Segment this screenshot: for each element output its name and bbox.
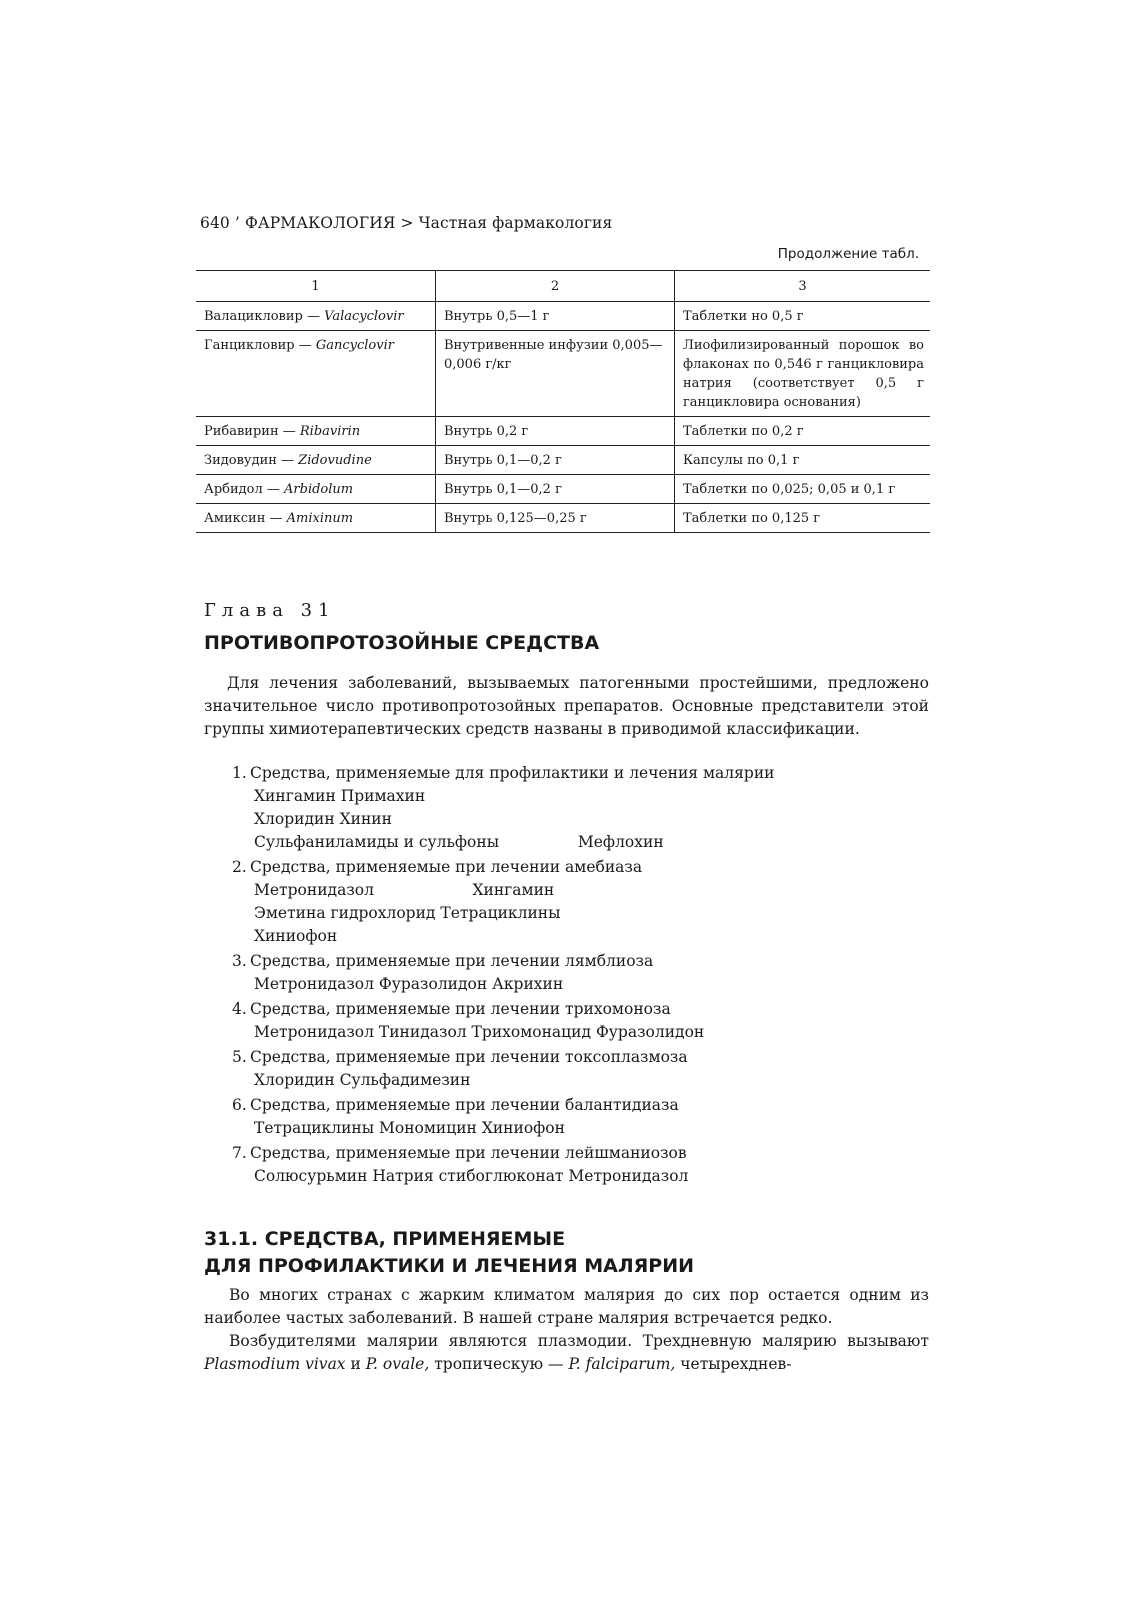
running-head: 640 ’ ФАРМАКОЛОГИЯ > Частная фармакология — [200, 214, 613, 232]
drug-latin-name: Valacyclovir — [324, 309, 404, 324]
chapter-label: Глава 31 — [204, 600, 336, 621]
chapter-intro-paragraph: Для лечения заболеваний, вызываемых патогенными простейшими, предложено значительное число противопротозойных препаратов. Основные представители этой группы химиотерапевтических средств названы в приводимой классификации. — [204, 674, 929, 738]
table-header-row — [196, 271, 930, 302]
form-cell: Таблетки но 0,5 г — [675, 302, 931, 331]
drug-list-line: Метронидазол Фуразолидон Акрихин — [254, 975, 564, 993]
classification-item — [232, 998, 932, 1044]
classification-item — [232, 1046, 932, 1092]
form-cell: Капсулы по 0,1 г — [675, 446, 931, 475]
drug-latin-name: Ribavirin — [299, 424, 361, 439]
table-row — [196, 417, 930, 446]
form-cell: Лиофилизированный порошок во флаконах по 0,546 г ганцикловира натрия (соответствует 0,5 г ганцикловира основания) — [675, 331, 931, 417]
table-row — [196, 331, 930, 417]
drug-name-cell — [196, 475, 436, 504]
classification-item — [232, 762, 932, 854]
drug-list-line: Эметина гидрохлорид Тетрациклины — [254, 904, 561, 922]
classification-item — [232, 1094, 932, 1140]
item-title: Средства, применяемые при лечении лямблиоза — [250, 952, 654, 970]
form-cell: Таблетки по 0,2 г — [675, 417, 931, 446]
latin-term: Plasmodium vivax — [204, 1355, 346, 1373]
body-paragraph: Во многих странах с жарким климатом малярия до сих пор остается одним из наиболее частых заболеваний. В нашей стране малярия встречается редко. — [204, 1286, 929, 1327]
classification-item — [232, 1142, 932, 1188]
section-title — [204, 1226, 694, 1280]
table-row — [196, 446, 930, 475]
drug-name: Валацикловир — — [204, 309, 325, 324]
drug-name: Ганцикловир — — [204, 338, 316, 353]
section-title-line: ДЛЯ ПРОФИЛАКТИКИ И ЛЕЧЕНИЯ МАЛЯРИИ — [204, 1255, 695, 1277]
table-row — [196, 504, 930, 533]
chapter-title: ПРОТИВОПРОТОЗОЙНЫЕ СРЕДСТВА — [204, 632, 600, 654]
dose-cell: Внутрь 0,5—1 г — [436, 302, 675, 331]
drug-list-line: Метронидазол Тинидазол Трихомонацид Фуразолидон — [254, 1023, 705, 1041]
item-number: 6. — [232, 1096, 247, 1114]
item-number: 4. — [232, 1000, 247, 1018]
table-continued-label: Продолжение табл. — [777, 246, 919, 262]
drug-name: Зидовудин — — [204, 453, 299, 468]
item-number: 2. — [232, 858, 247, 876]
item-title: Средства, применяемые при лечении лейшманиозов — [250, 1144, 687, 1162]
drug-latin-name: Zidovudine — [298, 453, 372, 468]
item-title: Средства, применяемые при лечении балантидиаза — [250, 1096, 679, 1114]
classification-list — [232, 762, 932, 1190]
drug-latin-name: Amixinum — [286, 511, 354, 526]
item-title: Средства, применяемые при лечении трихомоноза — [250, 1000, 671, 1018]
body-paragraph — [204, 1330, 929, 1376]
section-body — [204, 1284, 929, 1376]
drug-list-line: Тетрациклины Мономицин Хиниофон — [254, 1119, 565, 1137]
drug-name-cell — [196, 446, 436, 475]
drug-name-cell — [196, 302, 436, 331]
drug-name: Рибавирин — — [204, 424, 300, 439]
column-header: 2 — [436, 271, 675, 302]
drug-name-cell — [196, 417, 436, 446]
classification-item — [232, 856, 932, 948]
drug-latin-name: Arbidolum — [284, 482, 354, 497]
latin-term: P. ovale, — [365, 1355, 430, 1373]
section-title-line: 31.1. СРЕДСТВА, ПРИМЕНЯЕМЫЕ — [204, 1228, 566, 1250]
item-number: 1. — [232, 764, 247, 782]
column-header: 1 — [196, 271, 436, 302]
column-header: 3 — [675, 271, 931, 302]
item-number: 3. — [232, 952, 247, 970]
drug-table — [196, 270, 930, 533]
form-cell: Таблетки по 0,025; 0,05 и 0,1 г — [675, 475, 931, 504]
drug-list-line: Хиниофон — [254, 927, 338, 945]
latin-term: P. falciparum, — [568, 1355, 676, 1373]
item-title: Средства, применяемые для профилактики и лечения малярии — [250, 764, 775, 782]
drug-latin-name: Gancyclovir — [315, 338, 394, 353]
table-row — [196, 302, 930, 331]
drug-list-line: Хлоридин Сульфадимезин — [254, 1071, 471, 1089]
dose-cell: Внутрь 0,1—0,2 г — [436, 475, 675, 504]
drug-list-line: Сульфаниламиды и сульфоны Мефлохин — [254, 833, 664, 851]
dose-cell: Внутрь 0,2 г — [436, 417, 675, 446]
dose-cell: Внутрь 0,1—0,2 г — [436, 446, 675, 475]
text-run: Возбудителями малярии являются плазмодии. Трехдневную малярию вызывают — [229, 1332, 929, 1350]
drug-name-cell — [196, 504, 436, 533]
dose-cell: Внутривенные инфузии 0,005—0,006 г/кг — [436, 331, 675, 417]
drug-list-line: Хлоридин Хинин — [254, 810, 392, 828]
item-number: 5. — [232, 1048, 247, 1066]
drug-list-line: Хингамин Примахин — [254, 787, 426, 805]
text-run: тропическую — — [429, 1355, 569, 1373]
drug-list-line: Метронидазол Хингамин — [254, 881, 555, 899]
item-title: Средства, применяемые при лечении амебиаза — [250, 858, 643, 876]
table-row — [196, 475, 930, 504]
text-run: и — [345, 1355, 366, 1373]
drug-list-line: Солюсурьмин Натрия стибоглюконат Метронидазол — [254, 1167, 689, 1185]
dose-cell: Внутрь 0,125—0,25 г — [436, 504, 675, 533]
classification-item — [232, 950, 932, 996]
item-number: 7. — [232, 1144, 247, 1162]
form-cell: Таблетки по 0,125 г — [675, 504, 931, 533]
drug-name: Арбидол — — [204, 482, 285, 497]
drug-name-cell — [196, 331, 436, 417]
text-run: четырехднев- — [675, 1355, 792, 1373]
item-title: Средства, применяемые при лечении токсоплазмоза — [250, 1048, 688, 1066]
drug-name: Амиксин — — [204, 511, 287, 526]
